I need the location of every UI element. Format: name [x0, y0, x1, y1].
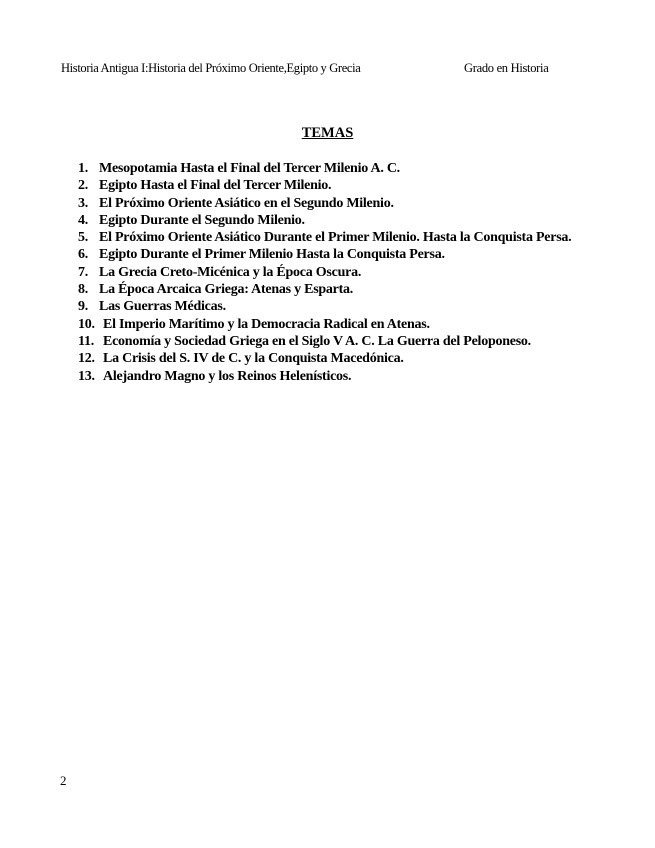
list-item [78, 177, 598, 194]
topic-title: El Próximo Oriente Asiático en el Segundo Milenio. [99, 195, 394, 211]
topic-number: 2. [78, 178, 88, 194]
topic-title: Las Guerras Médicas. [99, 299, 226, 315]
topic-number: 5. [78, 230, 88, 246]
degree-header: Grado en Historia [464, 61, 549, 75]
topic-title: El Imperio Marítimo y la Democracia Radical en Atenas. [103, 316, 430, 332]
topic-number: 13. [78, 368, 95, 384]
topic-number: 4. [78, 212, 88, 228]
list-item [78, 212, 598, 229]
topic-number: 12. [78, 351, 95, 367]
topic-title: Egipto Hasta el Final del Tercer Milenio. [99, 178, 332, 194]
topic-title: El Próximo Oriente Asiático Durante el Primer Milenio. Hasta la Conquista Persa. [99, 230, 572, 246]
list-item [78, 264, 598, 281]
list-item [78, 333, 598, 350]
list-item [78, 195, 598, 212]
list-item [78, 298, 598, 315]
topic-number: 9. [78, 299, 88, 315]
topic-number: 7. [78, 264, 88, 280]
topic-number: 11. [78, 333, 94, 349]
topic-title: Egipto Durante el Primer Milenio Hasta la Conquista Persa. [99, 247, 445, 263]
topic-number: 8. [78, 282, 88, 298]
topic-title: La Época Arcaica Griega: Atenas y Esparta. [99, 282, 354, 298]
topic-list [78, 160, 598, 385]
topic-number: 10. [78, 316, 95, 332]
topic-title: Alejandro Magno y los Reinos Helenísticos. [103, 368, 352, 384]
topic-number: 1. [78, 161, 88, 176]
page-number: 2 [60, 773, 67, 788]
list-item [78, 246, 598, 263]
topic-title: La Crisis del S. IV de C. y la Conquista Macedónica. [103, 351, 404, 367]
list-item [78, 316, 598, 333]
topic-title: Mesopotamia Hasta el Final del Tercer Milenio A. C. [99, 161, 400, 176]
list-item [78, 160, 598, 177]
course-header: Historia Antigua I:Historia del Próximo Oriente,Egipto y Grecia [61, 61, 361, 75]
list-item [78, 368, 598, 385]
topic-title: La Grecia Creto-Micénica y la Época Oscura. [99, 264, 362, 280]
list-item [78, 281, 598, 298]
topic-number: 6. [78, 247, 88, 263]
topic-number: 3. [78, 195, 88, 211]
list-item [78, 350, 598, 367]
topic-title: Economía y Sociedad Griega en el Siglo V A. C. La Guerra del Peloponeso. [103, 333, 531, 349]
topic-title: Egipto Durante el Segundo Milenio. [99, 212, 305, 228]
list-item [78, 229, 598, 246]
page-title: TEMAS [301, 125, 354, 141]
